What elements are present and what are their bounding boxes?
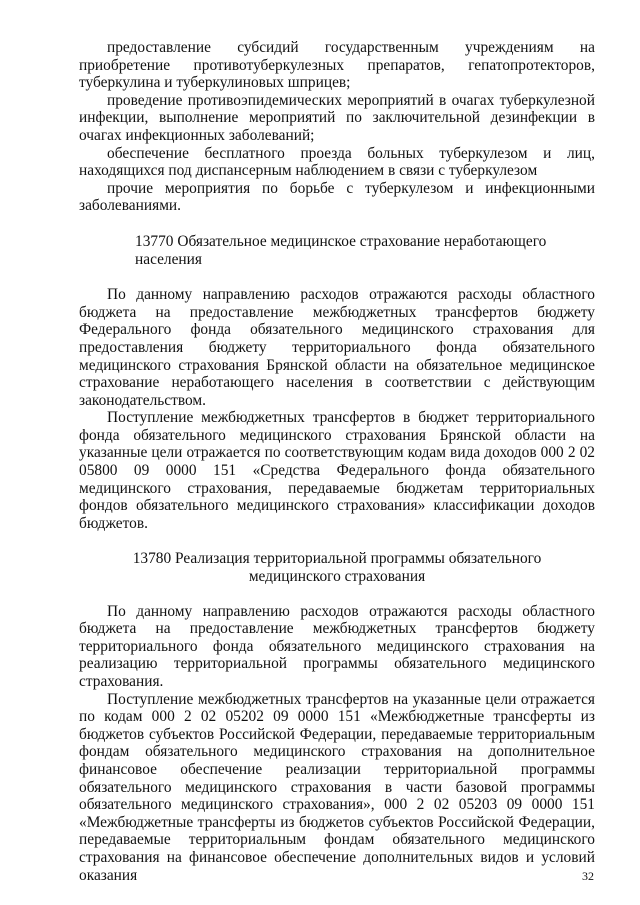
paragraph-13770-revenues: Поступление межбюджетных трансфертов в бюджет территориального фонда обязательного медицинского страхования Брянской области на указанные цели отражается по соответствующим кодам вида доходов 000 2 02 05800 09 0000 151 «Средства Федерального фонда обязательного медицинского страхования, передаваемые бюджетам территориальных фондов обязательного медицинского страхования» классификации доходов бюджетов. <box>79 409 595 532</box>
paragraph-free-travel: обеспечение бесплатного проезда больных туберкулезом и лиц, находящихся под диспансерным наблюдением в связи с туберкулезом <box>79 144 595 180</box>
paragraph-13770-expenses: По данному направлению расходов отражаются расходы областного бюджета на предоставление межбюджетных трансфертов бюджету Федерального фонда обязательного медицинского страхования для предоставления бюджету территориального фонда обязательного медицинского страхования Брянской области на обязательное медицинское страхование неработающего населения в соответствии с действующим законодательством. <box>79 286 595 409</box>
page-body <box>79 39 595 884</box>
paragraph-antiepidemic: проведение противоэпидемических мероприятий в очагах туберкулезной инфекции, выполнение мероприятий по заключительной дезинфекции в очагах инфекционных заболеваний; <box>79 91 595 144</box>
page-number: 32 <box>582 869 594 883</box>
section-heading-13780-line1: 13780 Реализация территориальной программы обязательного <box>132 550 542 568</box>
paragraph-13780-expenses: По данному направлению расходов отражаются расходы областного бюджета на предоставление межбюджетных трансфертов бюджету территориального фонда обязательного медицинского страхования на реализацию территориальной программы обязательного медицинского страхования. <box>79 602 595 690</box>
paragraph-other-measures: прочие мероприятия по борьбе с туберкулезом и инфекционными заболеваниями. <box>79 179 595 215</box>
section-heading-13780-line2: медицинского страхования <box>248 568 426 586</box>
paragraph-subsidies: предоставление субсидий государственным учреждениям на приобретение противотуберкулезных препаратов, гепатопротекторов, туберкулина и туберкулиновых шприцев; <box>79 39 595 92</box>
paragraph-13780-revenues: Поступление межбюджетных трансфертов на указанные цели отражается по кодам 000 2 02 05202 09 0000 151 «Межбюджетные трансферты из бюджетов субъектов Российской Федерации, передаваемые территориальным фондам обязательного медицинского страхования на дополнительное финансовое обеспечение реализации территориальной программы обязательного медицинского страхования в части базовой программы обязательного медицинского страхования», 000 2 02 05203 09 0000 151 «Межбюджетные трансферты из бюджетов субъектов Российской Федерации, передаваемые территориальным фондам обязательного медицинского страхования на финансовое обеспечение дополнительных видов и условий оказания <box>79 690 595 884</box>
section-heading-13770: 13770 Обязательное медицинское страхование неработающего населения <box>135 232 547 268</box>
section-heading-13780 <box>79 550 595 585</box>
